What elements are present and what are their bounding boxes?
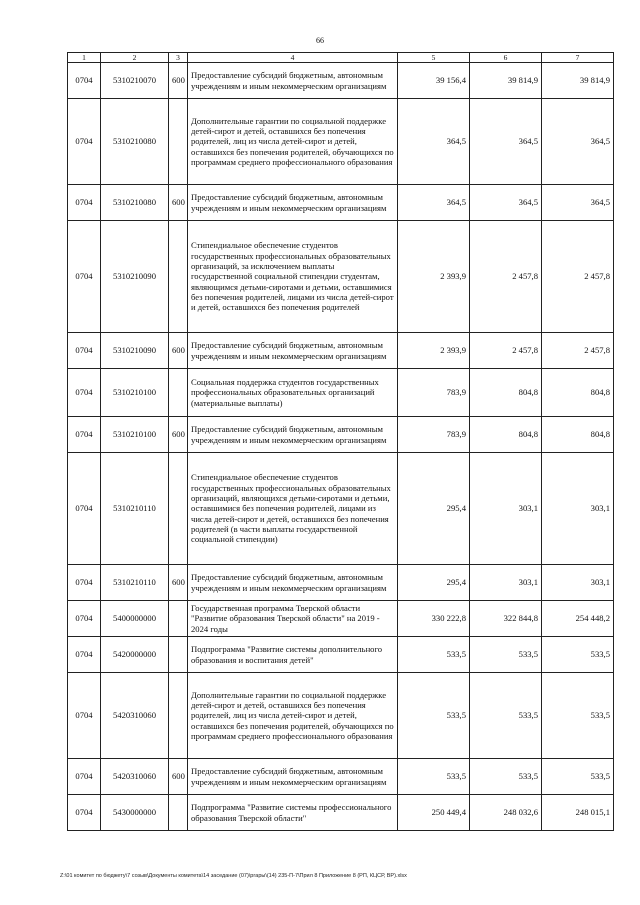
- row-value-2019-cell: 364,5: [398, 99, 470, 185]
- row-expense-type-cell: [169, 637, 188, 673]
- row-target-article-cell: 5310210110: [101, 565, 169, 601]
- row-value-2019-cell: 783,9: [398, 417, 470, 453]
- table-row: [68, 601, 614, 637]
- row-razdel-cell: 0704: [68, 99, 101, 185]
- header-cell: 5: [398, 53, 470, 63]
- header-cell: 2: [101, 53, 169, 63]
- row-value-2021-cell: 533,5: [542, 759, 614, 795]
- row-name-cell: Предоставление субсидий бюджетным, автономным учреждениям и иным некоммерческим организациям: [188, 565, 398, 601]
- row-value-2020-cell: 2 457,8: [470, 221, 542, 333]
- row-expense-type-cell: 600: [169, 185, 188, 221]
- row-expense-type-cell: [169, 795, 188, 831]
- row-expense-type-cell: 600: [169, 565, 188, 601]
- row-expense-type-cell: [169, 453, 188, 565]
- header-cell: 7: [542, 53, 614, 63]
- row-name-cell: Предоставление субсидий бюджетным, автономным учреждениям и иным некоммерческим организациям: [188, 759, 398, 795]
- table-row: [68, 673, 614, 759]
- table-row: [68, 221, 614, 333]
- table-row: [68, 185, 614, 221]
- page-number: 66: [316, 36, 324, 45]
- table-row: [68, 333, 614, 369]
- row-value-2020-cell: 322 844,8: [470, 601, 542, 637]
- row-value-2021-cell: 2 457,8: [542, 333, 614, 369]
- row-name-cell: Государственная программа Тверской области "Развитие образования Тверской области" на 2019 - 2024 годы: [188, 601, 398, 637]
- row-expense-type-cell: [169, 221, 188, 333]
- row-name-cell: Дополнительные гарантии по социальной поддержке детей-сирот и детей, оставшихся без попечения родителей, лиц из числа детей-сирот и детей, оставшихся без попечения родителей, обучающихся по программам среднего профессионального образования: [188, 99, 398, 185]
- row-razdel-cell: 0704: [68, 417, 101, 453]
- row-value-2019-cell: 39 156,4: [398, 63, 470, 99]
- row-value-2021-cell: 533,5: [542, 637, 614, 673]
- row-target-article-cell: 5430000000: [101, 795, 169, 831]
- row-target-article-cell: 5310210100: [101, 369, 169, 417]
- row-value-2021-cell: 364,5: [542, 99, 614, 185]
- row-value-2020-cell: 364,5: [470, 185, 542, 221]
- row-name-cell: Предоставление субсидий бюджетным, автономным учреждениям и иным некоммерческим организациям: [188, 63, 398, 99]
- row-target-article-cell: 5420000000: [101, 637, 169, 673]
- row-value-2020-cell: 39 814,9: [470, 63, 542, 99]
- row-target-article-cell: 5310210080: [101, 99, 169, 185]
- row-target-article-cell: 5310210090: [101, 221, 169, 333]
- header-cell: 3: [169, 53, 188, 63]
- row-value-2021-cell: 254 448,2: [542, 601, 614, 637]
- row-name-cell: Подпрограмма "Развитие системы дополнительного образования и воспитания детей": [188, 637, 398, 673]
- row-value-2020-cell: 2 457,8: [470, 333, 542, 369]
- table-row: [68, 637, 614, 673]
- row-target-article-cell: 5400000000: [101, 601, 169, 637]
- row-name-cell: Предоставление субсидий бюджетным, автономным учреждениям и иным некоммерческим организациям: [188, 333, 398, 369]
- row-name-cell: Предоставление субсидий бюджетным, автономным учреждениям и иным некоммерческим организациям: [188, 417, 398, 453]
- table-row: [68, 453, 614, 565]
- file-path-footer: Z:\01 комитет по бюджету\7 созыв\Документы комитета\14 заседание (07)\ргары\(14) 235-П-7\Прил 8 Приложение 8 (РП, КЦСР, ВР).xlsx: [60, 873, 407, 879]
- row-target-article-cell: 5310210110: [101, 453, 169, 565]
- budget-table: [67, 52, 614, 831]
- row-expense-type-cell: 600: [169, 759, 188, 795]
- row-razdel-cell: 0704: [68, 673, 101, 759]
- table-row: [68, 99, 614, 185]
- row-value-2019-cell: 250 449,4: [398, 795, 470, 831]
- row-name-cell: Подпрограмма "Развитие системы профессионального образования Тверской области": [188, 795, 398, 831]
- row-value-2021-cell: 804,8: [542, 417, 614, 453]
- row-value-2020-cell: 533,5: [470, 673, 542, 759]
- row-value-2020-cell: 248 032,6: [470, 795, 542, 831]
- row-value-2021-cell: 39 814,9: [542, 63, 614, 99]
- row-value-2020-cell: 303,1: [470, 453, 542, 565]
- header-cell: 6: [470, 53, 542, 63]
- row-target-article-cell: 5420310060: [101, 759, 169, 795]
- row-value-2021-cell: 303,1: [542, 453, 614, 565]
- row-value-2019-cell: 783,9: [398, 369, 470, 417]
- row-name-cell: Предоставление субсидий бюджетным, автономным учреждениям и иным некоммерческим организациям: [188, 185, 398, 221]
- row-expense-type-cell: 600: [169, 333, 188, 369]
- table-header-row: [68, 53, 614, 63]
- row-value-2020-cell: 533,5: [470, 637, 542, 673]
- row-razdel-cell: 0704: [68, 601, 101, 637]
- table-row: [68, 795, 614, 831]
- row-value-2021-cell: 364,5: [542, 185, 614, 221]
- row-value-2021-cell: 533,5: [542, 673, 614, 759]
- row-razdel-cell: 0704: [68, 453, 101, 565]
- row-name-cell: Социальная поддержка студентов государственных профессиональных образовательных организаций (материальные выплаты): [188, 369, 398, 417]
- table-row: [68, 565, 614, 601]
- row-value-2020-cell: 533,5: [470, 759, 542, 795]
- row-razdel-cell: 0704: [68, 333, 101, 369]
- row-razdel-cell: 0704: [68, 565, 101, 601]
- row-expense-type-cell: 600: [169, 63, 188, 99]
- row-target-article-cell: 5420310060: [101, 673, 169, 759]
- row-value-2021-cell: 804,8: [542, 369, 614, 417]
- row-value-2020-cell: 303,1: [470, 565, 542, 601]
- row-value-2020-cell: 804,8: [470, 417, 542, 453]
- table-row: [68, 759, 614, 795]
- row-value-2020-cell: 364,5: [470, 99, 542, 185]
- row-razdel-cell: 0704: [68, 185, 101, 221]
- row-target-article-cell: 5310210090: [101, 333, 169, 369]
- row-value-2020-cell: 804,8: [470, 369, 542, 417]
- row-value-2019-cell: 295,4: [398, 565, 470, 601]
- row-value-2019-cell: 330 222,8: [398, 601, 470, 637]
- row-name-cell: Стипендиальное обеспечение студентов государственных профессиональных образовательных организаций, за исключением выплаты государственной социальной стипендии студентам, являющимся детьми-сиротами и детьми, оставшимися без попечения родителей, лицами из числа детей-сирот и детей, оставшихся без попечения родителей: [188, 221, 398, 333]
- row-value-2019-cell: 533,5: [398, 637, 470, 673]
- row-expense-type-cell: [169, 601, 188, 637]
- row-value-2019-cell: 533,5: [398, 759, 470, 795]
- table-row: [68, 417, 614, 453]
- row-expense-type-cell: [169, 369, 188, 417]
- header-cell: 1: [68, 53, 101, 63]
- row-value-2019-cell: 2 393,9: [398, 221, 470, 333]
- table-row: [68, 369, 614, 417]
- row-value-2021-cell: 2 457,8: [542, 221, 614, 333]
- row-razdel-cell: 0704: [68, 221, 101, 333]
- row-expense-type-cell: 600: [169, 417, 188, 453]
- row-expense-type-cell: [169, 673, 188, 759]
- header-cell: 4: [188, 53, 398, 63]
- row-value-2019-cell: 364,5: [398, 185, 470, 221]
- row-value-2021-cell: 248 015,1: [542, 795, 614, 831]
- row-target-article-cell: 5310210070: [101, 63, 169, 99]
- row-name-cell: Дополнительные гарантии по социальной поддержке детей-сирот и детей, оставшихся без попечения родителей, лиц из числа детей-сирот и детей, оставшихся без попечения родителей, обучающихся по программам среднего профессионального образования: [188, 673, 398, 759]
- row-value-2021-cell: 303,1: [542, 565, 614, 601]
- row-razdel-cell: 0704: [68, 637, 101, 673]
- row-expense-type-cell: [169, 99, 188, 185]
- row-value-2019-cell: 2 393,9: [398, 333, 470, 369]
- row-value-2019-cell: 295,4: [398, 453, 470, 565]
- row-razdel-cell: 0704: [68, 759, 101, 795]
- row-target-article-cell: 5310210080: [101, 185, 169, 221]
- row-razdel-cell: 0704: [68, 369, 101, 417]
- row-razdel-cell: 0704: [68, 795, 101, 831]
- row-razdel-cell: 0704: [68, 63, 101, 99]
- row-name-cell: Стипендиальное обеспечение студентов государственных профессиональных образовательных организаций, являющихся детьми-сиротами и детьми, оставшимися без попечения родителей, лицами из числа детей-сирот и детей, оставшихся без попечения родителей (в части выплаты государственной социальной стипендии): [188, 453, 398, 565]
- table-row: [68, 63, 614, 99]
- row-target-article-cell: 5310210100: [101, 417, 169, 453]
- row-value-2019-cell: 533,5: [398, 673, 470, 759]
